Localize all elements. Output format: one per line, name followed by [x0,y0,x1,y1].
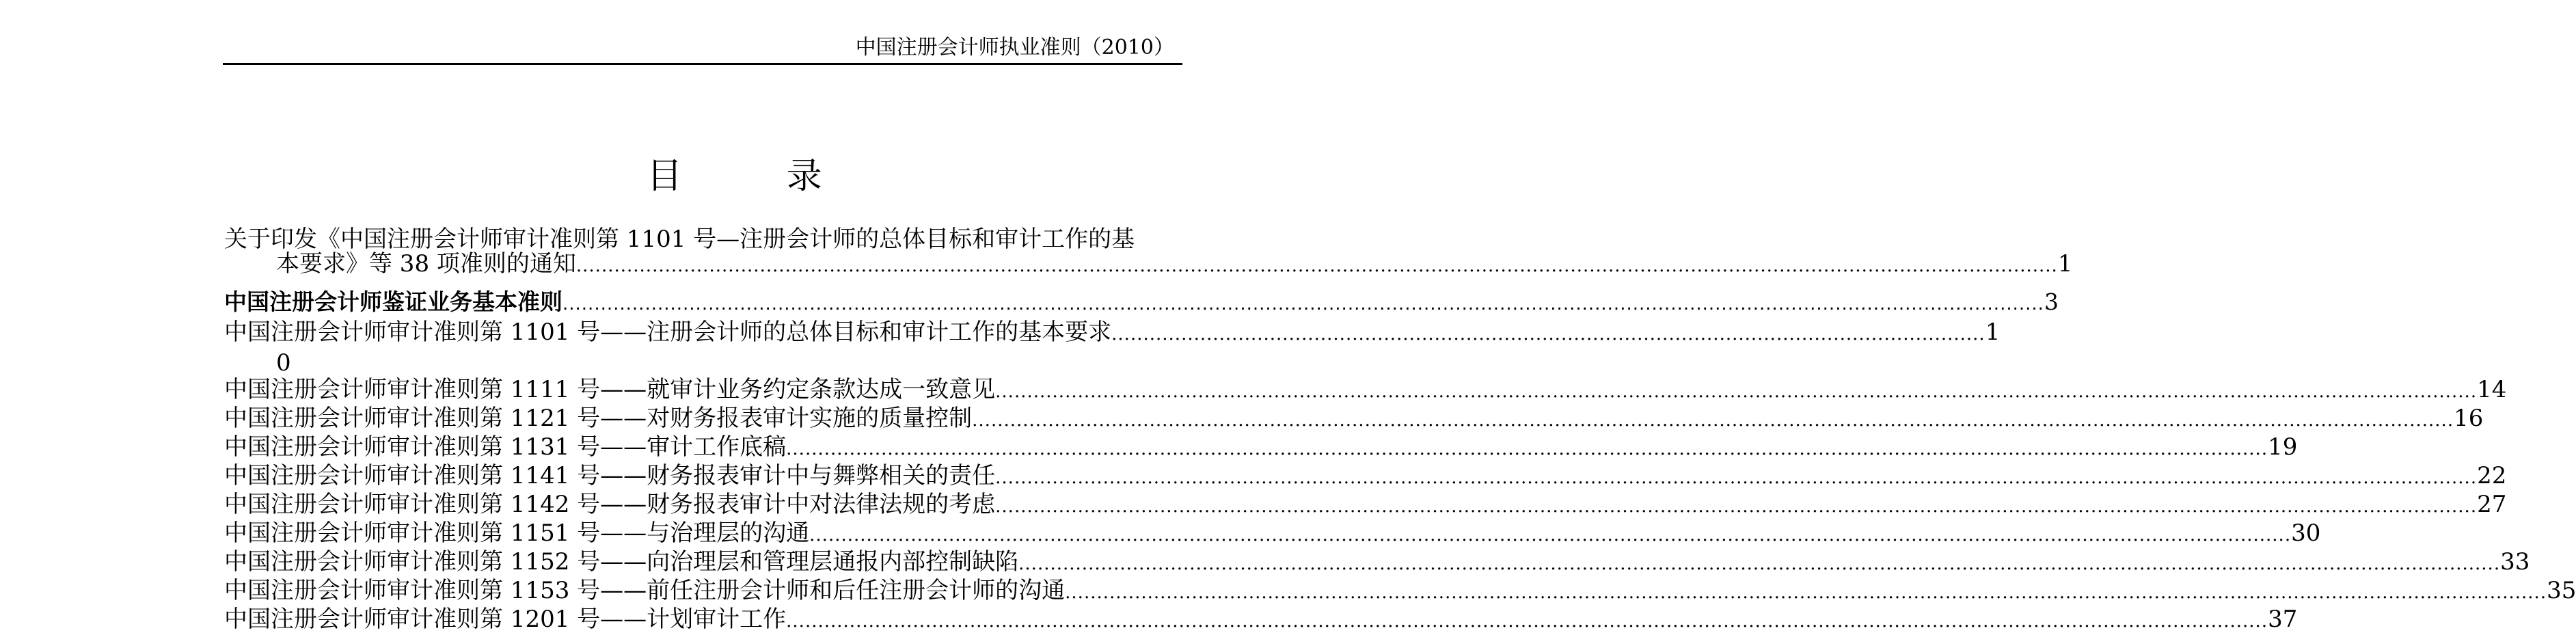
toc-entry[interactable] [224,376,2507,405]
toc-entry[interactable] [224,519,2321,549]
toc-entry-title: 财务报表审计中对法律法规的考虑 [647,491,996,518]
dot-leader: .......................................................................................................................................................................................................................................... [562,294,2044,314]
toc-entry-title: 与治理层的沟通 [647,519,810,547]
toc-page-number: 1 [1985,319,2001,346]
toc-page-number: 35 [2547,577,2576,604]
toc-entry-text: 关于印发《中国注册会计师审计准则第 1101 号—注册会计师的总体目标和审计工作的基 [224,226,1135,253]
toc-entry-title: 前任注册会计师和后任注册会计师的沟通 [647,577,1066,604]
dot-leader: .......................................................................................................................................................................................................................................... [575,256,2058,276]
toc-page-number-wrap: 0 [276,349,291,377]
toc-entry-ref: 中国注册会计师审计准则第 1121 号—— [224,405,647,432]
toc-entry-ref: 中国注册会计师审计准则第 1142 号—— [224,491,647,518]
toc-entry-ref: 中国注册会计师审计准则第 1131 号—— [224,433,647,461]
toc-page-number: 14 [2477,376,2507,403]
dot-leader: .......................................................................................................................................................................................................................................... [1065,582,2547,603]
toc-entry-ref: 中国注册会计师审计准则第 1201 号—— [224,606,647,633]
toc-entry-title: 财务报表审计中与舞弊相关的责任 [647,462,996,489]
toc-title: 目 录 [647,156,869,197]
toc-page-number: 37 [2268,606,2298,633]
toc-entry-ref: 中国注册会计师审计准则第 1153 号—— [224,577,647,604]
toc-entry[interactable] [224,577,2576,606]
dot-leader: .......................................................................................................................................................................................................................................... [809,525,2292,545]
dot-leader: .......................................................................................................................................... [1111,324,1985,344]
toc-entry[interactable] [224,462,2507,491]
toc-page-number: 30 [2291,519,2321,547]
running-header-title: 中国注册会计师执业准则（2010） [855,36,1174,59]
toc-entry-text-continued: 本要求》等 38 项准则的通知 [276,250,576,278]
toc-entry-text: 中国注册会计师鉴证业务基本准则 [224,288,562,315]
toc-page-number: 3 [2044,288,2059,315]
dot-leader: .......................................................................................................................................................................................................................................... [786,439,2268,459]
toc-entry[interactable] [224,288,2059,318]
toc-entry-title: 向治理层和管理层通报内部控制缺陷 [647,548,1019,576]
toc-entry[interactable] [224,226,2073,280]
toc-entry[interactable] [224,319,2001,377]
toc-entry[interactable] [224,606,2298,635]
running-header [223,31,1182,65]
dot-leader: .......................................................................................................................................................................................................................................... [786,611,2268,632]
dot-leader: .......................................................................................................................................................................................................................................... [1018,554,2501,574]
toc-entry-ref: 中国注册会计师审计准则第 1141 号—— [224,462,647,489]
toc-page-number: 19 [2268,433,2298,461]
toc-page-number: 22 [2477,462,2507,489]
toc-page-number: 27 [2477,491,2507,518]
toc-entry-title: 注册会计师的总体目标和审计工作的基本要求 [647,319,1112,346]
toc-entry-title: 计划审计工作 [647,606,787,633]
dot-leader: .......................................................................................................................................................................................................................................... [995,496,2478,517]
toc-page-number: 33 [2500,548,2530,576]
toc-entry[interactable] [224,548,2530,578]
toc-entry-title: 审计工作底稿 [647,433,787,461]
dot-leader: .......................................................................................................................................................................................................................................... [972,410,2454,431]
toc-page-number: 1 [2057,250,2073,278]
toc-entry-ref: 中国注册会计师审计准则第 1152 号—— [224,548,647,576]
toc-entry[interactable] [224,491,2507,520]
toc-entry-ref: 中国注册会计师审计准则第 1151 号—— [224,519,647,547]
toc-entry-title: 就审计业务约定条款达成一致意见 [647,376,996,403]
toc-entry-title: 对财务报表审计实施的质量控制 [647,405,973,432]
dot-leader: .......................................................................................................................................................................................................................................... [995,381,2478,402]
toc-entry-ref: 中国注册会计师审计准则第 1101 号—— [224,319,647,346]
dot-leader: .......................................................................................................................................................................................................................................... [995,468,2478,488]
toc-page-number: 16 [2454,405,2484,432]
toc-entry[interactable] [224,433,2298,463]
toc-entry[interactable] [224,405,2484,434]
toc-entry-ref: 中国注册会计师审计准则第 1111 号—— [224,376,647,403]
